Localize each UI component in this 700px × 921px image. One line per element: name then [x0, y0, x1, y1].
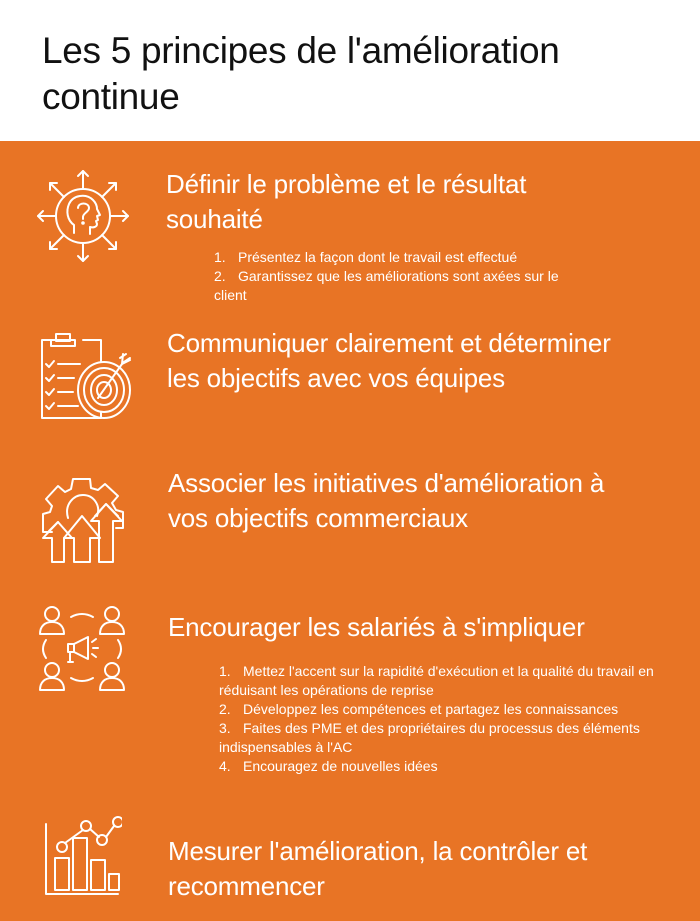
- team-megaphone-icon: [38, 604, 128, 692]
- list-item: 4. Encouragez de nouvelles idées: [219, 758, 438, 774]
- list-item: 1. Mettez l'accent sur la rapidité d'exécution et la qualité du travail en réduisant les opérations de reprise: [219, 663, 654, 698]
- principle-heading: Définir le problème et le résultat souhaité: [166, 169, 527, 234]
- header: [0, 0, 700, 141]
- list-item: 2. Garantissez que les améliorations sont axées sur le client: [214, 268, 559, 303]
- list-item: 1. Présentez la façon dont le travail est effectué: [214, 249, 518, 265]
- principle-heading: Encourager les salariés à s'impliquer: [168, 612, 585, 642]
- list-item: 3. Faites des PME et des propriétaires du processus des éléments indispensables à l'AC: [219, 720, 640, 755]
- bar-line-chart-icon: [44, 814, 122, 898]
- clipboard-target-icon: [38, 332, 134, 424]
- gear-arrows-up-icon: [38, 466, 128, 566]
- principle-heading: Associer les initiatives d'amélioration à vos objectifs commerciaux: [168, 468, 605, 533]
- page-title: Les 5 principes de l'amélioration continue: [42, 30, 560, 117]
- head-question-arrows-icon: [34, 167, 132, 265]
- principle-heading: Communiquer clairement et déterminer les objectifs avec vos équipes: [167, 328, 611, 393]
- list-item: 2. Développez les compétences et partagez les connaissances: [219, 701, 619, 717]
- principle-sublist: [214, 248, 574, 305]
- principle-sublist: [219, 662, 659, 776]
- principle-heading: Mesurer l'amélioration, la contrôler et recommencer: [168, 836, 588, 901]
